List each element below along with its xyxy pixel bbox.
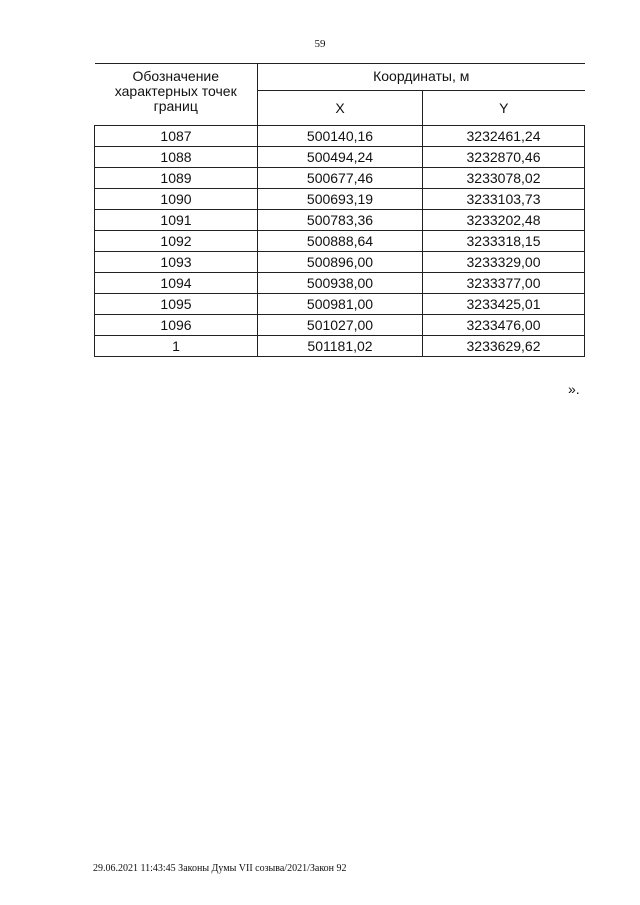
point-cell: 1087 [95, 126, 258, 147]
x-cell: 500693,19 [258, 189, 423, 210]
x-cell: 500494,24 [258, 147, 423, 168]
table-row [95, 189, 585, 210]
y-cell: 3233377,00 [423, 273, 585, 294]
page-number: 59 [314, 38, 326, 50]
point-cell: 1093 [95, 252, 258, 273]
table-row [95, 315, 585, 336]
table-row [95, 147, 585, 168]
y-cell: 3233078,02 [423, 168, 585, 189]
y-cell: 3233103,73 [423, 189, 585, 210]
header-point-designation: Обозначение характерных точек границ [95, 64, 258, 126]
point-cell: 1091 [95, 210, 258, 231]
point-cell: 1095 [95, 294, 258, 315]
x-cell: 500888,64 [258, 231, 423, 252]
y-cell: 3233318,15 [423, 231, 585, 252]
x-cell: 500677,46 [258, 168, 423, 189]
table-row [95, 168, 585, 189]
table-row [95, 336, 585, 357]
y-cell: 3233629,62 [423, 336, 585, 357]
point-cell: 1096 [95, 315, 258, 336]
point-cell: 1092 [95, 231, 258, 252]
point-cell: 1090 [95, 189, 258, 210]
header-x: X [258, 91, 423, 126]
x-cell: 500140,16 [258, 126, 423, 147]
y-cell: 3233202,48 [423, 210, 585, 231]
point-cell: 1 [95, 336, 258, 357]
header-coordinates: Координаты, м [258, 64, 585, 91]
y-cell: 3233329,00 [423, 252, 585, 273]
table-row [95, 294, 585, 315]
header-y: Y [423, 91, 585, 126]
footer-stamp: 29.06.2021 11:43:45 Законы Думы VII созыва/2021/Закон 92 [93, 863, 347, 874]
y-cell: 3232461,24 [423, 126, 585, 147]
table-row [95, 273, 585, 294]
table-row [95, 252, 585, 273]
table-body [95, 126, 585, 357]
y-cell: 3232870,46 [423, 147, 585, 168]
point-cell: 1094 [95, 273, 258, 294]
table-row [95, 231, 585, 252]
point-cell: 1089 [95, 168, 258, 189]
y-cell: 3233425,01 [423, 294, 585, 315]
table-row [95, 210, 585, 231]
coordinates-table [94, 63, 585, 357]
x-cell: 500783,36 [258, 210, 423, 231]
x-cell: 501027,00 [258, 315, 423, 336]
x-cell: 500981,00 [258, 294, 423, 315]
y-cell: 3233476,00 [423, 315, 585, 336]
x-cell: 500938,00 [258, 273, 423, 294]
table-row [95, 126, 585, 147]
x-cell: 501181,02 [258, 336, 423, 357]
closing-quote: ». [568, 381, 580, 397]
x-cell: 500896,00 [258, 252, 423, 273]
point-cell: 1088 [95, 147, 258, 168]
